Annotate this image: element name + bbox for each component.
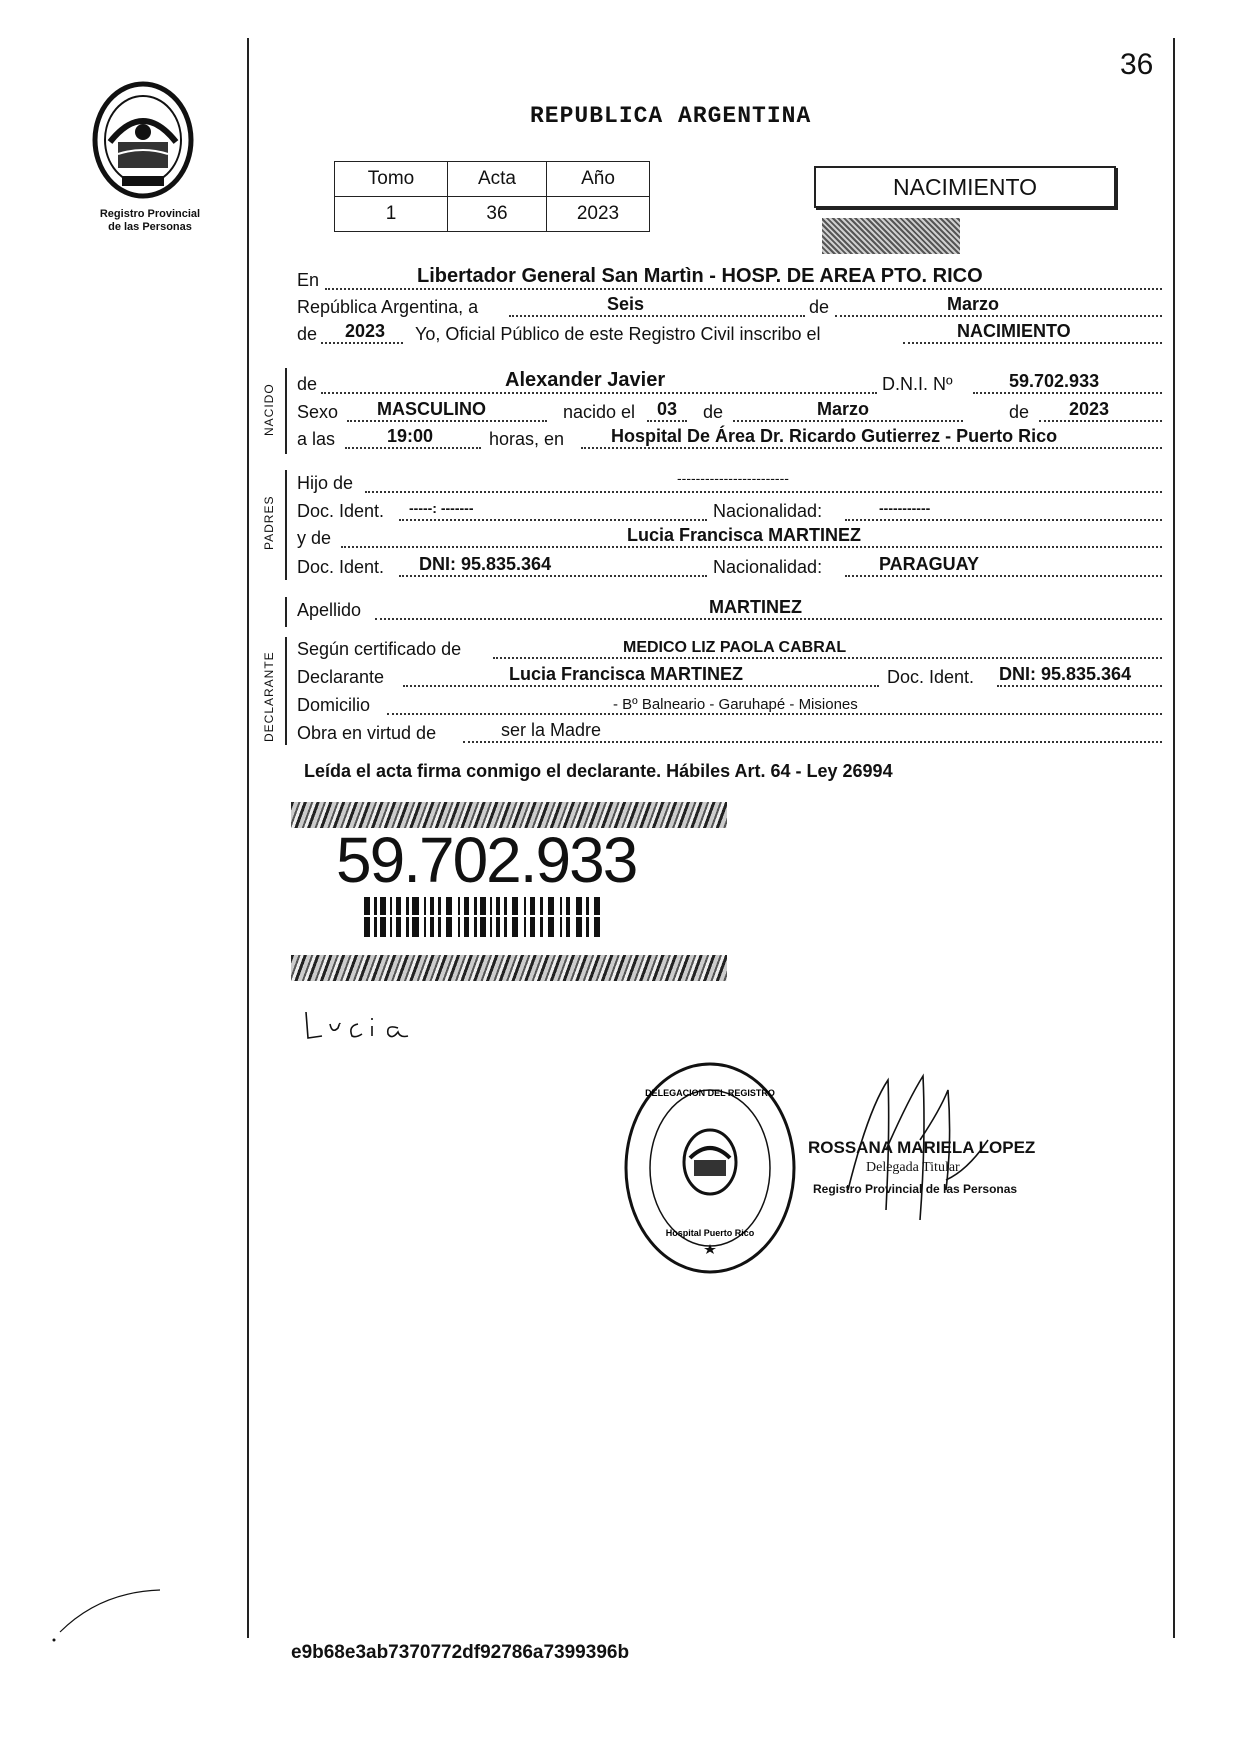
row-en [297, 267, 1162, 293]
official-seal [620, 1058, 800, 1283]
declarante-section-bar [285, 637, 287, 745]
nombre-label: de [297, 374, 318, 394]
certificado-label: Según certificado de [297, 639, 462, 659]
republica-label: República Argentina, a [297, 297, 479, 317]
row-fecha [297, 294, 1162, 320]
nac1-value: ----------- [879, 500, 931, 516]
acta-value-acta: 36 [448, 197, 547, 232]
en-value: Libertador General San Martìn - HOSP. DE AREA PTO. RICO [417, 265, 983, 287]
obra-value: ser la Madre [501, 720, 602, 740]
doc2-value: DNI: 95.835.364 [419, 554, 552, 574]
nacido-side-label: NACIDO [262, 383, 276, 436]
row-certificado [297, 636, 1162, 662]
en-label: En [297, 270, 320, 290]
hijo-label: Hijo de [297, 473, 354, 493]
domicilio-value: - Bº Balneario - Garuhapé - Misiones [613, 696, 858, 713]
doc2-label: Doc. Ident. [297, 557, 385, 577]
row-madre [297, 525, 1162, 551]
acta-table [334, 161, 650, 232]
right-margin-rule [1173, 38, 1175, 1638]
nacido-section-bar [285, 368, 287, 454]
apellido-section-bar [285, 597, 287, 627]
row-doc1 [297, 498, 1162, 524]
seal-inner-text: Hospital Puerto Rico [665, 1228, 755, 1238]
acta-value-tomo: 1 [335, 197, 448, 232]
certificado-value: MEDICO LIZ PAOLA CABRAL [623, 639, 847, 656]
document-title: REPUBLICA ARGENTINA [530, 103, 812, 129]
madre-value: Lucia Francisca MARTINEZ [627, 525, 862, 545]
nac2-value: PARAGUAY [879, 554, 980, 574]
nacido-de-label: de [703, 402, 724, 422]
margin-mark [50, 1582, 170, 1647]
id-number: 59.702.933 [336, 824, 637, 896]
lugar-value: Hospital De Área Dr. Ricardo Gutierrez - Puerto Rico [611, 426, 1058, 446]
row-anio [297, 321, 1162, 347]
row-hora [297, 426, 1162, 452]
declarante-side-label: DECLARANTE [262, 651, 276, 742]
acta-header-anio: Año [547, 162, 650, 197]
dia-value: Seis [607, 294, 645, 314]
document-hash: e9b68e3ab7370772df92786a7399396b [291, 1642, 630, 1663]
horas-label: horas, en [489, 429, 565, 449]
row-nombre [297, 371, 1162, 397]
row-hijo [297, 470, 1162, 496]
signatory-role: Delegada Titular [866, 1160, 960, 1175]
nacido-de2-label: de [1009, 402, 1030, 422]
anio-value: 2023 [345, 321, 386, 341]
obra-label: Obra en virtud de [297, 723, 437, 743]
hora-value: 19:00 [387, 426, 434, 446]
row-apellido [297, 597, 1162, 623]
acta-table-value-row [335, 197, 650, 232]
acta-header-acta: Acta [448, 162, 547, 197]
alas-label: a las [297, 429, 336, 449]
apellido-label: Apellido [297, 600, 362, 620]
page-number: 36 [1120, 48, 1154, 81]
logo-caption [80, 208, 220, 234]
padres-section-bar [285, 470, 287, 580]
handwritten-name [300, 1004, 430, 1049]
domicilio-label: Domicilio [297, 695, 371, 715]
nacido-dia-value: 03 [657, 399, 678, 419]
row-doc2 [297, 554, 1162, 580]
sexo-label: Sexo [297, 402, 339, 422]
acta-value-anio: 2023 [547, 197, 650, 232]
signatory-name: ROSSANA MARIELA LOPEZ [808, 1138, 1036, 1157]
sexo-value: MASCULINO [377, 399, 486, 419]
padres-side-label: PADRES [262, 495, 276, 550]
anio-label: de [297, 324, 318, 344]
doc1-value: -----: ------- [409, 500, 474, 516]
barcode [364, 897, 604, 937]
nacido-label: nacido el [563, 402, 636, 422]
decl-doc-label: Doc. Ident. [887, 667, 975, 687]
nac2-label: Nacionalidad: [713, 557, 823, 577]
provincial-registry-logo [88, 80, 208, 205]
left-margin-rule [247, 38, 249, 1638]
security-stamp [822, 218, 960, 254]
acta-header-tomo: Tomo [335, 162, 448, 197]
logo-caption-line2: de las Personas [108, 221, 192, 233]
hijo-value: ------------------------ [677, 470, 789, 486]
seal-outer-text: DELEGACION DEL REGISTRO [645, 1088, 775, 1098]
signatory-org: Registro Provincial de las Personas [813, 1182, 1018, 1196]
nac1-label: Nacionalidad: [713, 501, 823, 521]
de-label: de [809, 297, 830, 317]
security-band-bottom [291, 955, 727, 981]
row-declarante [297, 664, 1162, 690]
row-obra [297, 720, 1162, 746]
oficial-text: Yo, Oficial Público de este Registro Civil inscribo el [415, 324, 821, 344]
dni-label: D.N.I. Nº [882, 374, 953, 394]
yde-label: y de [297, 528, 332, 548]
legal-text: Leída el acta firma conmigo el declarante. Hábiles Art. 64 - Ley 26994 [304, 761, 893, 781]
row-sexo [297, 399, 1162, 425]
apellido-value: MARTINEZ [709, 597, 802, 617]
row-domicilio [297, 692, 1162, 718]
nacido-anio-value: 2023 [1069, 399, 1110, 419]
mes-value: Marzo [947, 294, 1000, 314]
inscribe-value: NACIMIENTO [957, 321, 1071, 341]
dni-value: 59.702.933 [1009, 371, 1100, 391]
nombre-value: Alexander Javier [505, 369, 666, 391]
nacido-mes-value: Marzo [817, 399, 870, 419]
acta-table-header-row [335, 162, 650, 197]
declarante-value: Lucia Francisca MARTINEZ [509, 664, 744, 684]
declarante-label: Declarante [297, 667, 385, 687]
logo-caption-line1: Registro Provincial [99, 208, 201, 220]
doc1-label: Doc. Ident. [297, 501, 385, 521]
decl-doc-value: DNI: 95.835.364 [999, 664, 1132, 684]
document-type-badge: NACIMIENTO [814, 166, 1116, 208]
